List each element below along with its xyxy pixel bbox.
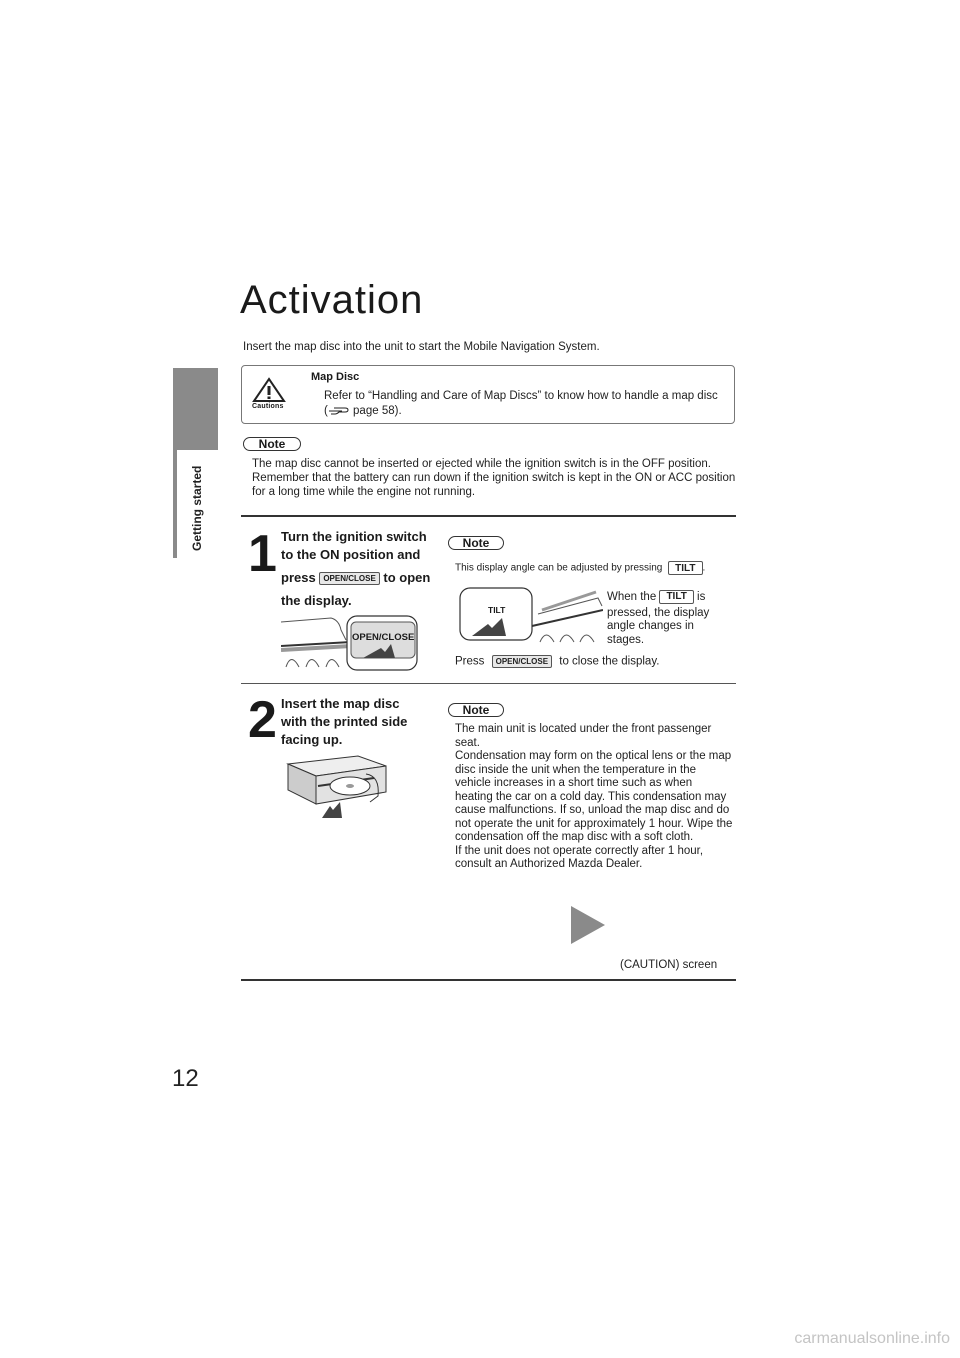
- tilt-note-text: This display angle can be adjusted by pressing: [455, 562, 663, 574]
- step-2-instructions: Insert the map disc with the printed side facing up.: [281, 696, 408, 747]
- page-number: 12: [172, 1065, 199, 1092]
- tilt-illustration: [458, 586, 603, 644]
- step-1-press-word: press: [281, 570, 316, 585]
- caution-icon-label: Cautions: [252, 403, 284, 410]
- caution-screen-caption: (CAUTION) screen: [620, 959, 718, 971]
- tilt-note-period: .: [702, 562, 706, 574]
- caution-page-ref: page 58).: [349, 405, 402, 417]
- step-1-to-open: to open: [383, 570, 431, 585]
- step-1-line-4: the display.: [281, 593, 352, 608]
- caution-heading: Map Disc: [311, 371, 360, 383]
- intro-text: Insert the map disc into the unit to start the Mobile Navigation System.: [243, 341, 600, 353]
- tilt-key-inline: TILT: [659, 590, 693, 604]
- section-divider: [241, 515, 736, 517]
- step-1-line-3: [281, 569, 441, 587]
- step-2-number: 2: [248, 691, 277, 749]
- caution-body-text: Refer to “Handling and Care of Map Discs” to know how to handle a map disc (: [324, 390, 718, 417]
- step-1-note-intro: [455, 561, 735, 575]
- step-1-number: 1: [248, 525, 277, 583]
- step-2-note-label: Note: [448, 703, 504, 717]
- section-tab-line: [173, 368, 177, 558]
- tilt-illustration-label: TILT: [488, 605, 506, 615]
- close-instruction-text: to close the display.: [559, 655, 660, 668]
- close-press-word: Press: [455, 655, 485, 668]
- caution-body: [324, 389, 724, 419]
- next-page-arrow-icon: [571, 906, 605, 944]
- tilt-key: TILT: [668, 561, 702, 575]
- step-1-instructions: [281, 528, 441, 610]
- close-instruction: [455, 655, 735, 669]
- disc-insert-illustration: [278, 752, 393, 820]
- section-tab-marker: [173, 368, 218, 450]
- open-close-key-close: OPEN/CLOSE: [492, 655, 552, 668]
- step-2-note-text: The main unit is located under the front passenger seat. Condensation may form on the optical lens or the map disc inside the unit when the temperature in the vehicle increases in a short time such as when heating the car on a cold day. This condensation may cause malfunctions. If so, unload the map disc and do not operate the unit for approximately 1 hour. Wipe the condensation off the map disc with a soft cloth. If the unit does not operate correctly after 1 hour, consult an Authorized Mazda Dealer.: [455, 723, 733, 870]
- page-title: Activation: [240, 278, 424, 322]
- step-1-note-label: Note: [448, 536, 504, 550]
- step-divider: [241, 683, 736, 684]
- pointing-hand-icon: [328, 406, 350, 416]
- tilt-is: is: [697, 591, 706, 604]
- tilt-description-text: pressed, the display angle changes in stages.: [607, 606, 710, 646]
- step-1-line-2: to the ON position and: [281, 547, 421, 562]
- note-ignition-text: The map disc cannot be inserted or ejected while the ignition switch is in the OFF position. Remember that the battery can run down if the ignition switch is kept in the ON or ACC position for a long time while the engine not running.: [252, 458, 736, 498]
- section-label: Getting started: [190, 465, 204, 551]
- open-close-illustration-label: OPEN/CLOSE: [352, 632, 415, 643]
- tilt-when-the: When the: [607, 591, 657, 604]
- tilt-description: [607, 590, 732, 647]
- step-1-line-1: Turn the ignition switch: [281, 529, 427, 544]
- open-close-key: OPEN/CLOSE: [319, 572, 379, 585]
- footer-watermark: carmanualsonline.info: [794, 1330, 950, 1347]
- note-label: Note: [243, 437, 301, 451]
- bottom-divider: [241, 979, 736, 981]
